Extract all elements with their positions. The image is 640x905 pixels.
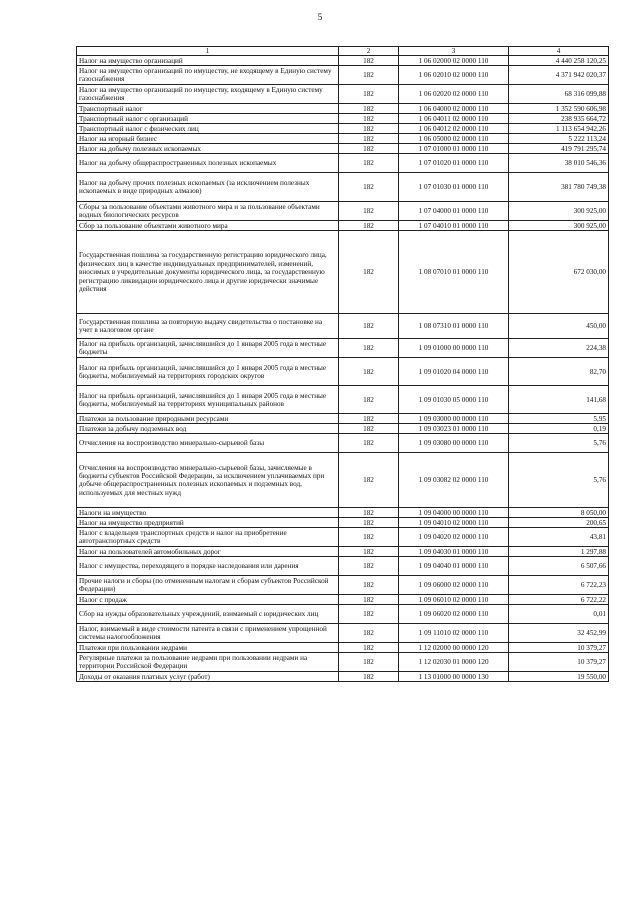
cell-admin-code: 182 — [339, 104, 399, 114]
cell-name: Регулярные платежи за пользование недрами при пользовании недрами на территории Российской Федерации — [77, 653, 339, 672]
cell-admin-code: 182 — [339, 624, 399, 643]
cell-amount: 0,01 — [509, 605, 609, 624]
cell-name: Налог на добычу общераспространенных полезных ископаемых — [77, 154, 339, 173]
table-row — [77, 154, 609, 173]
table-row — [77, 434, 609, 453]
cell-budget-code: 1 09 06020 02 0000 110 — [399, 605, 509, 624]
cell-amount: 4 440 258 120,25 — [509, 56, 609, 66]
cell-budget-code: 1 06 04011 02 0000 110 — [399, 114, 509, 124]
cell-budget-code: 1 09 04040 01 0000 110 — [399, 557, 509, 576]
cell-amount: 238 935 664,72 — [509, 114, 609, 124]
table-row — [77, 547, 609, 557]
cell-budget-code: 1 06 02020 02 0000 110 — [399, 85, 509, 104]
cell-admin-code: 182 — [339, 221, 399, 231]
cell-amount: 8 050,00 — [509, 508, 609, 518]
cell-admin-code: 182 — [339, 154, 399, 173]
cell-amount: 4 371 942 020,37 — [509, 66, 609, 85]
cell-name: Транспортный налог с организаций — [77, 114, 339, 124]
cell-name: Налог на пользователей автомобильных дорог — [77, 547, 339, 557]
cell-name: Доходы от оказания платных услуг (работ) — [77, 672, 339, 682]
cell-amount: 419 791 295,74 — [509, 144, 609, 154]
cell-name: Отчисления на воспроизводство минерально-сырьевой базы, зачисляемые в бюджеты субъектов Российской Федерации, за исключением уплачиваемых при добыче общераспространенных полезных ископаемых и подземных вод, используемых для местных нужд — [77, 453, 339, 508]
table-header-row — [77, 47, 609, 56]
cell-budget-code: 1 06 02010 02 0000 110 — [399, 66, 509, 85]
cell-admin-code: 182 — [339, 173, 399, 202]
cell-name: Сбор за пользование объектами животного мира — [77, 221, 339, 231]
cell-name: Сбор на нужды образовательных учреждений, взимаемый с юридических лиц — [77, 605, 339, 624]
cell-admin-code: 182 — [339, 672, 399, 682]
cell-admin-code: 182 — [339, 414, 399, 424]
cell-amount: 450,00 — [509, 314, 609, 339]
cell-admin-code: 182 — [339, 66, 399, 85]
cell-budget-code: 1 07 01000 01 0000 110 — [399, 144, 509, 154]
header-col-2: 2 — [339, 47, 399, 56]
cell-admin-code: 182 — [339, 202, 399, 221]
cell-name: Прочие налоги и сборы (по отмененным налогам и сборам субъектов Российской Федерации) — [77, 576, 339, 595]
cell-budget-code: 1 13 01000 00 0000 130 — [399, 672, 509, 682]
table-row — [77, 314, 609, 339]
cell-name: Налог на имущество организаций по имуществу, входящему в Единую систему газоснабжения — [77, 85, 339, 104]
cell-name: Налог на игорный бизнес — [77, 134, 339, 144]
cell-name: Отчисления на воспроизводство минерально-сырьевой базы — [77, 434, 339, 453]
cell-name: Налоги на имущество — [77, 508, 339, 518]
cell-amount: 141,68 — [509, 386, 609, 414]
cell-admin-code: 182 — [339, 576, 399, 595]
cell-budget-code: 1 06 04000 02 0000 110 — [399, 104, 509, 114]
table-row — [77, 508, 609, 518]
cell-name: Налог на имущество организаций по имуществу, не входящему в Единую систему газоснабжения — [77, 66, 339, 85]
cell-admin-code: 182 — [339, 557, 399, 576]
cell-admin-code: 182 — [339, 124, 399, 134]
cell-admin-code: 182 — [339, 528, 399, 547]
cell-name: Налог на прибыль организаций, зачислявшийся до 1 января 2005 года в местные бюджеты, мобилизуемый на территориях муниципальных районов — [77, 386, 339, 414]
cell-name: Платежи при пользовании недрами — [77, 643, 339, 653]
cell-budget-code: 1 06 05000 02 0000 110 — [399, 134, 509, 144]
table-row — [77, 231, 609, 314]
table-row — [77, 624, 609, 643]
cell-admin-code: 182 — [339, 386, 399, 414]
cell-budget-code: 1 07 04000 01 0000 110 — [399, 202, 509, 221]
cell-name: Налог на имущество организаций — [77, 56, 339, 66]
cell-amount: 300 925,00 — [509, 221, 609, 231]
cell-budget-code: 1 06 04012 02 0000 110 — [399, 124, 509, 134]
cell-amount: 38 010 546,36 — [509, 154, 609, 173]
cell-admin-code: 182 — [339, 643, 399, 653]
cell-admin-code: 182 — [339, 314, 399, 339]
cell-amount: 224,38 — [509, 339, 609, 358]
table-row — [77, 576, 609, 595]
cell-amount: 6 507,66 — [509, 557, 609, 576]
cell-amount: 10 379,27 — [509, 653, 609, 672]
table-row — [77, 528, 609, 547]
revenue-table — [76, 46, 609, 682]
cell-name: Налог с владельцев транспортных средств и налог на приобретение автотранспортных средств — [77, 528, 339, 547]
cell-budget-code: 1 09 03082 02 0000 110 — [399, 453, 509, 508]
table-row — [77, 605, 609, 624]
cell-amount: 32 452,99 — [509, 624, 609, 643]
cell-budget-code: 1 07 01030 01 0000 110 — [399, 173, 509, 202]
cell-name: Налог на добычу прочих полезных ископаемых (за исключением полезных ископаемых в виде природных алмазов) — [77, 173, 339, 202]
table-row — [77, 557, 609, 576]
cell-budget-code: 1 09 03023 01 0000 110 — [399, 424, 509, 434]
cell-name: Налог на добычу полезных ископаемых — [77, 144, 339, 154]
table-row — [77, 424, 609, 434]
cell-admin-code: 182 — [339, 424, 399, 434]
cell-amount: 381 780 749,38 — [509, 173, 609, 202]
cell-name: Государственная пошлина за повторную выдачу свидетельства о постановке на учет в налоговом органе — [77, 314, 339, 339]
cell-admin-code: 182 — [339, 358, 399, 386]
cell-admin-code: 182 — [339, 453, 399, 508]
cell-budget-code: 1 09 04000 00 0000 110 — [399, 508, 509, 518]
table-row — [77, 104, 609, 114]
cell-amount: 10 379,27 — [509, 643, 609, 653]
table-row — [77, 66, 609, 85]
cell-budget-code: 1 09 11010 02 0000 110 — [399, 624, 509, 643]
cell-admin-code: 182 — [339, 508, 399, 518]
table-row — [77, 221, 609, 231]
cell-amount: 6 722,23 — [509, 576, 609, 595]
cell-amount: 1 113 654 942,26 — [509, 124, 609, 134]
table-row — [77, 358, 609, 386]
cell-admin-code: 182 — [339, 518, 399, 528]
cell-budget-code: 1 09 04020 02 0000 110 — [399, 528, 509, 547]
cell-amount: 1 297,88 — [509, 547, 609, 557]
cell-admin-code: 182 — [339, 114, 399, 124]
cell-budget-code: 1 09 04010 02 0000 110 — [399, 518, 509, 528]
cell-amount: 5,76 — [509, 453, 609, 508]
table-row — [77, 595, 609, 605]
cell-name: Налог с продаж — [77, 595, 339, 605]
page-number: 5 — [317, 12, 323, 22]
table-row — [77, 653, 609, 672]
cell-amount: 5,95 — [509, 414, 609, 424]
cell-budget-code: 1 07 01020 01 0000 110 — [399, 154, 509, 173]
cell-amount: 43,81 — [509, 528, 609, 547]
cell-name: Налог на прибыль организаций, зачислявшийся до 1 января 2005 года в местные бюджеты — [77, 339, 339, 358]
cell-admin-code: 182 — [339, 144, 399, 154]
table-row — [77, 56, 609, 66]
cell-budget-code: 1 09 06000 02 0000 110 — [399, 576, 509, 595]
header-col-4: 4 — [509, 47, 609, 56]
table-row — [77, 386, 609, 414]
cell-amount: 5,76 — [509, 434, 609, 453]
cell-name: Налог с имущества, переходящего в порядке наследования или дарения — [77, 557, 339, 576]
cell-admin-code: 182 — [339, 56, 399, 66]
cell-budget-code: 1 06 02000 02 0000 110 — [399, 56, 509, 66]
cell-name: Сборы за пользование объектами животного мира и за пользование объектами водных биологических ресурсов — [77, 202, 339, 221]
table-row — [77, 672, 609, 682]
cell-amount: 82,70 — [509, 358, 609, 386]
cell-name: Налог на имущество предприятий — [77, 518, 339, 528]
table-row — [77, 144, 609, 154]
cell-budget-code: 1 08 07310 01 0000 110 — [399, 314, 509, 339]
cell-budget-code: 1 12 02000 00 0000 120 — [399, 643, 509, 653]
cell-budget-code: 1 08 07010 01 0000 110 — [399, 231, 509, 314]
cell-budget-code: 1 09 03080 00 0000 110 — [399, 434, 509, 453]
cell-budget-code: 1 07 04010 01 0000 110 — [399, 221, 509, 231]
cell-name: Налог, взимаемый в виде стоимости патента в связи с применением упрощенной системы налогообложения — [77, 624, 339, 643]
table-row — [77, 173, 609, 202]
cell-budget-code: 1 09 01020 04 0000 110 — [399, 358, 509, 386]
table-row — [77, 85, 609, 104]
cell-amount: 5 222 113,24 — [509, 134, 609, 144]
table-row — [77, 124, 609, 134]
cell-amount: 672 030,00 — [509, 231, 609, 314]
cell-amount: 1 352 590 606,98 — [509, 104, 609, 114]
cell-admin-code: 182 — [339, 434, 399, 453]
cell-budget-code: 1 09 06010 02 0000 110 — [399, 595, 509, 605]
cell-admin-code: 182 — [339, 595, 399, 605]
cell-budget-code: 1 09 01030 05 0000 110 — [399, 386, 509, 414]
cell-amount: 6 722,22 — [509, 595, 609, 605]
cell-name: Транспортный налог с физических лиц — [77, 124, 339, 134]
cell-budget-code: 1 09 01000 00 0000 110 — [399, 339, 509, 358]
table-row — [77, 114, 609, 124]
header-col-3: 3 — [399, 47, 509, 56]
cell-amount: 0,19 — [509, 424, 609, 434]
table-row — [77, 643, 609, 653]
table-row — [77, 134, 609, 144]
cell-admin-code: 182 — [339, 231, 399, 314]
table-row — [77, 453, 609, 508]
cell-name: Платежи за добычу подземных вод — [77, 424, 339, 434]
table-row — [77, 414, 609, 424]
header-col-1: 1 — [77, 47, 339, 56]
cell-admin-code: 182 — [339, 547, 399, 557]
cell-budget-code: 1 09 03000 00 0000 110 — [399, 414, 509, 424]
cell-budget-code: 1 09 04030 01 0000 110 — [399, 547, 509, 557]
cell-name: Платежи за пользование природными ресурсами — [77, 414, 339, 424]
cell-budget-code: 1 12 02030 01 0000 120 — [399, 653, 509, 672]
cell-amount: 200,65 — [509, 518, 609, 528]
cell-amount: 68 316 099,88 — [509, 85, 609, 104]
cell-name: Налог на прибыль организаций, зачислявшийся до 1 января 2005 года в местные бюджеты, мобилизуемый на территориях городских округов — [77, 358, 339, 386]
cell-name: Транспортный налог — [77, 104, 339, 114]
cell-amount: 19 550,00 — [509, 672, 609, 682]
cell-admin-code: 182 — [339, 134, 399, 144]
cell-admin-code: 182 — [339, 85, 399, 104]
cell-admin-code: 182 — [339, 605, 399, 624]
table-row — [77, 202, 609, 221]
cell-name: Государственная пошлина за государственную регистрацию юридического лица, физических лиц в качестве индивидуальных предпринимателей, изменений, вносимых в учредительные документы юридического лица, за государственную регистрацию ликвидации юридического лица и другие юридически значимые действия — [77, 231, 339, 314]
table-row — [77, 339, 609, 358]
cell-amount: 300 925,00 — [509, 202, 609, 221]
cell-admin-code: 182 — [339, 653, 399, 672]
table-row — [77, 518, 609, 528]
cell-admin-code: 182 — [339, 339, 399, 358]
